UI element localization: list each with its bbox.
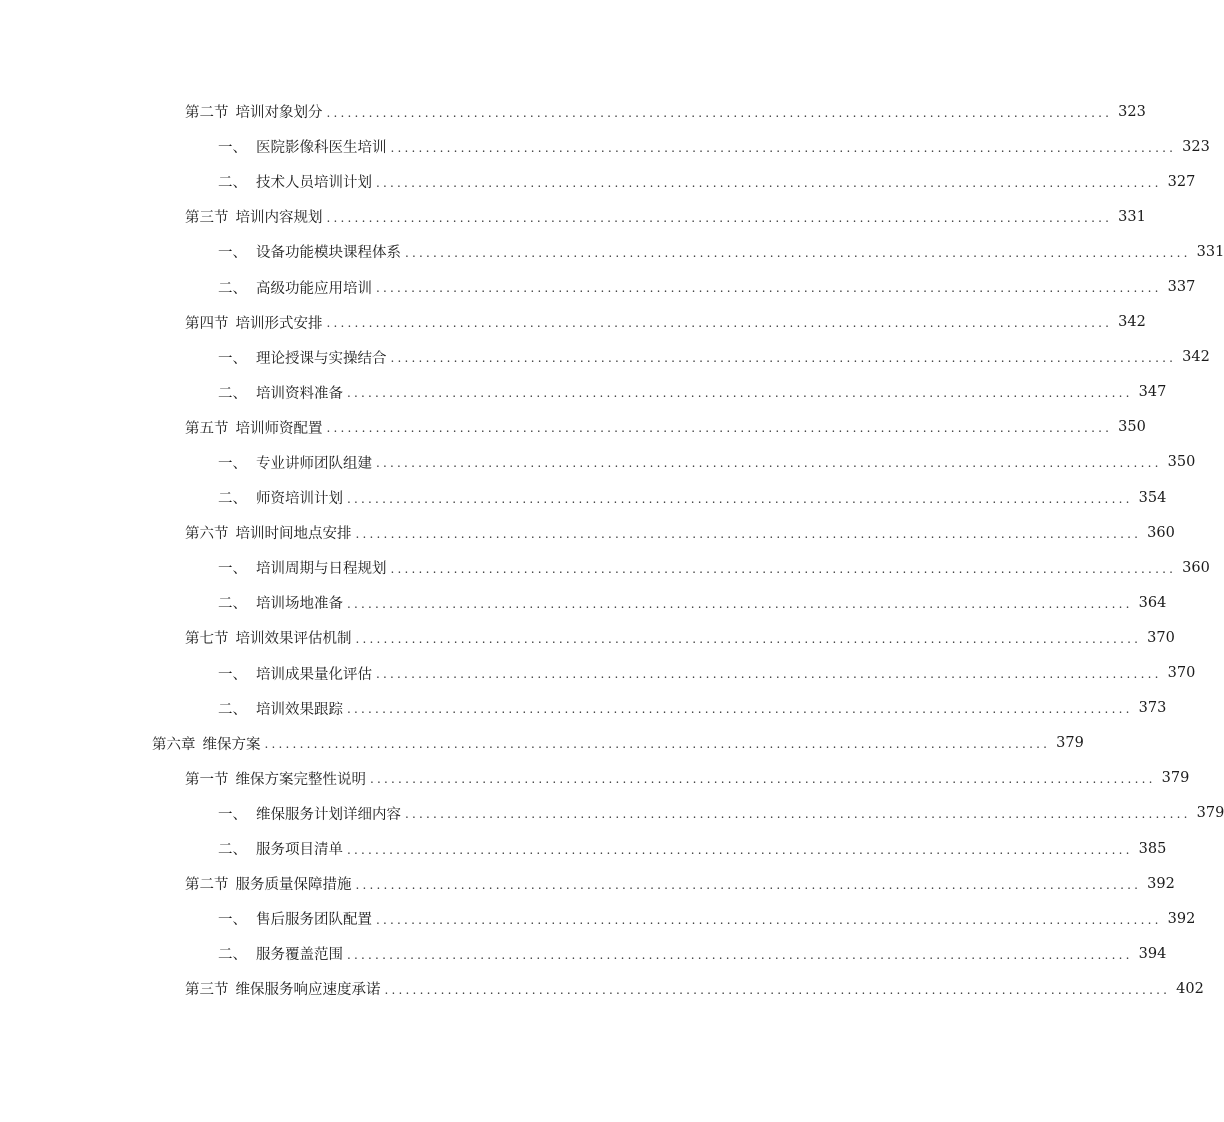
toc-entry-number: 一、 — [218, 666, 247, 683]
toc-entry-title: 培训形式安排 — [235, 315, 323, 332]
toc-entry-page-number: 342 — [1118, 314, 1146, 331]
dot-leader: ................................................................................................................ — [376, 281, 1162, 296]
toc-entry-page-number: 360 — [1147, 524, 1175, 541]
toc-entry-label — [185, 768, 366, 789]
dot-leader: ................................................................................................................ — [347, 491, 1133, 506]
toc-entry-label — [185, 978, 381, 999]
toc-entry[interactable] — [0, 340, 1210, 375]
toc-entry-label — [218, 698, 343, 719]
toc-entry-number: 一、 — [218, 561, 247, 578]
dot-leader: ................................................................................................................ — [376, 912, 1162, 927]
toc-entry-page-number: 402 — [1176, 980, 1204, 997]
toc-entry-label — [218, 241, 401, 262]
toc-entry[interactable] — [0, 866, 1175, 901]
toc-entry-number: 二、 — [218, 175, 247, 192]
toc-entry[interactable] — [0, 234, 1224, 269]
toc-entry-label — [185, 627, 352, 648]
dot-leader: ................................................................................................................ — [326, 316, 1113, 331]
toc-entry-title: 维保方案完整性说明 — [235, 771, 366, 788]
dot-leader: ................................................................................................................ — [405, 807, 1191, 822]
toc-entry-page-number: 392 — [1167, 910, 1196, 927]
toc-entry[interactable] — [0, 796, 1224, 831]
toc-entry-title: 维保服务响应速度承诺 — [235, 982, 381, 999]
toc-entry-label — [218, 838, 343, 859]
toc-entry-label — [218, 943, 343, 964]
toc-entry-title: 服务覆盖范围 — [256, 947, 343, 964]
dot-leader: ................................................................................................................ — [384, 982, 1171, 997]
toc-entry-title: 维保服务计划详细内容 — [256, 806, 401, 823]
dot-leader: ................................................................................................................ — [390, 351, 1177, 366]
toc-entry-title: 培训效果评估机制 — [235, 631, 352, 648]
toc-entry-number: 第三节 — [185, 982, 229, 999]
table-of-contents — [0, 94, 1224, 1006]
toc-entry-label — [218, 136, 387, 157]
toc-entry-number: 二、 — [218, 842, 247, 859]
toc-entry-number: 一、 — [218, 806, 247, 823]
toc-entry-page-number: 337 — [1167, 279, 1196, 296]
toc-entry-page-number: 392 — [1147, 875, 1175, 892]
toc-entry-title: 培训时间地点安排 — [235, 526, 352, 543]
toc-entry-number: 一、 — [218, 245, 247, 262]
toc-entry-page-number: 350 — [1167, 454, 1196, 471]
dot-leader: ................................................................................................................ — [390, 561, 1177, 576]
toc-entry[interactable] — [0, 761, 1190, 796]
toc-entry-title: 培训对象划分 — [235, 105, 323, 122]
toc-entry-label — [218, 592, 343, 613]
toc-entry-page-number: 331 — [1196, 243, 1224, 260]
toc-entry-page-number: 350 — [1118, 419, 1146, 436]
toc-entry-page-number: 373 — [1138, 700, 1167, 717]
toc-entry-number: 二、 — [218, 701, 247, 718]
toc-entry-label — [218, 487, 343, 508]
toc-entry-number: 二、 — [218, 385, 247, 402]
dot-leader: ................................................................................................................ — [326, 105, 1113, 120]
toc-entry-title: 师资培训计划 — [256, 491, 343, 508]
dot-leader: ................................................................................................................ — [326, 421, 1113, 436]
toc-entry-number: 二、 — [218, 596, 247, 613]
toc-entry-page-number: 379 — [1196, 805, 1224, 822]
toc-entry-title: 技术人员培训计划 — [256, 175, 372, 192]
toc-entry[interactable] — [0, 936, 1167, 971]
toc-entry-title: 培训资料准备 — [256, 385, 343, 402]
toc-entry-label — [218, 171, 372, 192]
toc-entry[interactable] — [0, 726, 1084, 761]
toc-entry-page-number: 323 — [1118, 103, 1146, 120]
toc-entry-page-number: 385 — [1138, 840, 1167, 857]
toc-entry-page-number: 327 — [1167, 173, 1196, 190]
toc-entry-title: 售后服务团队配置 — [256, 912, 372, 929]
toc-entry[interactable] — [0, 620, 1175, 655]
toc-entry-number: 二、 — [218, 491, 247, 508]
toc-entry[interactable] — [0, 129, 1210, 164]
toc-entry[interactable] — [0, 199, 1146, 234]
toc-entry-page-number: 370 — [1147, 629, 1175, 646]
toc-entry-title: 培训周期与日程规划 — [256, 561, 387, 578]
dot-leader: ................................................................................................................ — [355, 526, 1142, 541]
toc-entry-number: 第六章 — [152, 736, 196, 753]
toc-entry[interactable] — [0, 410, 1146, 445]
toc-entry-number: 一、 — [218, 350, 247, 367]
toc-entry-number: 第三节 — [185, 210, 229, 227]
toc-entry-page-number: 342 — [1182, 349, 1210, 366]
toc-entry-number: 第二节 — [185, 877, 229, 894]
toc-entry-page-number: 379 — [1056, 735, 1084, 752]
toc-entry-label — [185, 873, 352, 894]
toc-entry[interactable] — [0, 515, 1175, 550]
toc-entry[interactable] — [0, 269, 1196, 304]
toc-entry-label — [218, 803, 401, 824]
dot-leader: ................................................................................................................ — [405, 245, 1191, 260]
toc-entry-title: 培训场地准备 — [256, 596, 343, 613]
dot-leader: ................................................................................................................ — [355, 877, 1142, 892]
dot-leader: ................................................................................................................ — [347, 596, 1133, 611]
dot-leader: ................................................................................................................ — [355, 631, 1142, 646]
toc-entry[interactable] — [0, 375, 1167, 410]
toc-entry-title: 高级功能应用培训 — [256, 280, 372, 297]
toc-entry-number: 一、 — [218, 455, 247, 472]
toc-entry-title: 服务质量保障措施 — [235, 877, 352, 894]
dot-leader: ................................................................................................................ — [376, 456, 1162, 471]
toc-entry-page-number: 354 — [1138, 489, 1167, 506]
toc-entry[interactable] — [0, 164, 1196, 199]
toc-entry-number: 第六节 — [185, 526, 229, 543]
toc-entry-label — [218, 452, 372, 473]
toc-entry-label — [218, 557, 387, 578]
toc-entry-title: 培训内容规划 — [235, 210, 323, 227]
toc-entry-number: 二、 — [218, 280, 247, 297]
toc-entry-page-number: 394 — [1138, 945, 1167, 962]
toc-entry[interactable] — [0, 971, 1204, 1006]
toc-entry-number: 二、 — [218, 947, 247, 964]
toc-entry-label — [218, 277, 372, 298]
toc-entry[interactable] — [0, 585, 1167, 620]
toc-entry-label — [218, 382, 343, 403]
toc-entry-label — [185, 101, 323, 122]
toc-entry-title: 专业讲师团队组建 — [256, 455, 372, 472]
toc-entry[interactable] — [0, 94, 1146, 129]
toc-entry-number: 一、 — [218, 912, 247, 929]
dot-leader: ................................................................................................................ — [347, 702, 1133, 717]
toc-entry-label — [218, 347, 387, 368]
dot-leader: ................................................................................................................ — [376, 175, 1162, 190]
toc-entry[interactable] — [0, 901, 1196, 936]
dot-leader: ................................................................................................................ — [376, 667, 1162, 682]
toc-entry-page-number: 379 — [1161, 770, 1190, 787]
toc-entry-page-number: 347 — [1138, 384, 1167, 401]
toc-entry-page-number: 370 — [1167, 665, 1196, 682]
dot-leader: ................................................................................................................ — [390, 140, 1177, 155]
toc-entry-title: 培训成果量化评估 — [256, 666, 372, 683]
toc-entry[interactable] — [0, 831, 1167, 866]
toc-entry-number: 一、 — [218, 140, 247, 157]
toc-entry-label — [185, 312, 323, 333]
toc-entry[interactable] — [0, 550, 1210, 585]
toc-entry-title: 维保方案 — [202, 736, 261, 753]
toc-entry-number: 第五节 — [185, 420, 229, 437]
toc-entry-title: 培训效果跟踪 — [256, 701, 343, 718]
toc-entry-label — [185, 417, 323, 438]
dot-leader: ................................................................................................................ — [347, 386, 1133, 401]
toc-entry-title: 服务项目清单 — [256, 842, 343, 859]
toc-entry[interactable] — [0, 691, 1167, 726]
toc-entry-number: 第七节 — [185, 631, 229, 648]
toc-entry[interactable] — [0, 480, 1167, 515]
toc-entry[interactable] — [0, 305, 1146, 340]
dot-leader: ................................................................................................................ — [264, 737, 1051, 752]
toc-entry[interactable] — [0, 445, 1196, 480]
toc-entry-label — [218, 663, 372, 684]
toc-entry-page-number: 360 — [1182, 559, 1210, 576]
toc-entry-title: 理论授课与实操结合 — [256, 350, 387, 367]
dot-leader: ................................................................................................................ — [347, 947, 1133, 962]
toc-entry-title: 设备功能模块课程体系 — [256, 245, 401, 262]
toc-entry-page-number: 331 — [1118, 208, 1146, 225]
toc-entry-title: 培训师资配置 — [235, 420, 323, 437]
toc-entry-label — [185, 522, 352, 543]
toc-entry-page-number: 323 — [1182, 138, 1210, 155]
toc-entry[interactable] — [0, 656, 1196, 691]
toc-entry-label — [152, 733, 261, 754]
toc-entry-label — [185, 206, 323, 227]
toc-entry-number: 第二节 — [185, 105, 229, 122]
dot-leader: ................................................................................................................ — [347, 842, 1133, 857]
toc-entry-title: 医院影像科医生培训 — [256, 140, 387, 157]
dot-leader: ................................................................................................................ — [370, 772, 1156, 787]
toc-entry-number: 第四节 — [185, 315, 229, 332]
toc-entry-number: 第一节 — [185, 771, 229, 788]
toc-entry-label — [218, 908, 372, 929]
dot-leader: ................................................................................................................ — [326, 210, 1113, 225]
toc-entry-page-number: 364 — [1138, 594, 1167, 611]
